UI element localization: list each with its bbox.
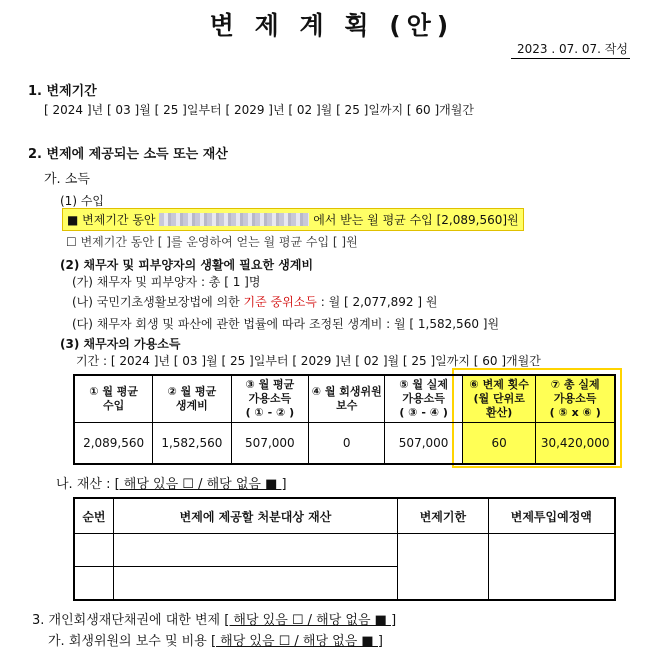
asset-table-row	[74, 534, 615, 567]
col-actual-available: ⑤ 월 실제 가용소득 ( ③ - ④ )	[385, 375, 463, 423]
repayment-period: [ 2024 ]년 [ 03 ]월 [ 25 ]일부터 [ 2029 ]년 [ 02 ]월 [ 25 ]일까지 [ 60 ]개월간	[44, 103, 474, 117]
section-3-choice: [ 해당 있음 ☐ / 해당 없음 ■ ]	[224, 613, 397, 628]
trustee-fee-choice: [ 해당 있음 ☐ / 해당 없음 ■ ]	[210, 634, 383, 649]
asset-table-header-row	[74, 498, 615, 534]
creation-date: 2023 . 07. 07. 작성	[511, 40, 630, 59]
trustee-fee-line	[48, 630, 383, 649]
income-option-salary-post: 에서 받는 월 평균 수입 [2,089,560]원	[313, 213, 519, 227]
col-monthly-income: ① 월 평균 수입	[74, 375, 153, 423]
income-table	[73, 374, 616, 465]
income-option-salary	[62, 208, 524, 231]
value-available-income: 507,000	[231, 423, 309, 465]
median-income-pre: (나) 국민기초생활보장법에 의한	[72, 295, 244, 309]
col-trustee-fee: ④ 월 회생위원 보수	[309, 375, 385, 423]
income-subheading: 가. 소득	[44, 172, 90, 187]
income-table-header-row	[74, 375, 615, 423]
income-heading: (1) 수입	[60, 194, 104, 208]
value-total-available: 30,420,000	[536, 423, 615, 465]
asset-line	[56, 473, 287, 492]
section-2-heading: 2. 변제에 제공되는 소득 또는 재산	[28, 147, 228, 162]
value-actual-available: 507,000	[385, 423, 463, 465]
median-income-post: : 월 [ 2,077,892 ] 원	[316, 295, 438, 309]
value-trustee-fee: 0	[309, 423, 385, 465]
asset-line-label: 나. 재산 :	[56, 477, 115, 492]
document-title: 변 제 계 획 (안)	[209, 11, 455, 40]
value-repayment-count: 60	[462, 423, 535, 465]
asset-table	[73, 497, 616, 601]
median-income-label: 기준 중위소득	[243, 295, 317, 309]
col-living-cost: ② 월 평균 생계비	[153, 375, 231, 423]
income-table-value-row	[74, 423, 615, 465]
col-deadline: 변제기한	[398, 498, 489, 534]
redacted-employer	[159, 213, 309, 226]
median-income	[72, 293, 437, 310]
value-monthly-income: 2,089,560	[74, 423, 153, 465]
value-living-cost: 1,582,560	[153, 423, 231, 465]
available-income-period: 기간 : [ 2024 ]년 [ 03 ]월 [ 25 ]일부터 [ 2029 ]년 [ 02 ]월 [ 25 ]일까지 [ 60 ]개월간	[76, 354, 541, 368]
section-3-heading	[32, 609, 396, 628]
asset-line-choice: [ 해당 있음 ☐ / 해당 없음 ■ ]	[114, 477, 287, 492]
living-cost-heading: (2) 채무자 및 피부양자의 생활에 필요한 생계비	[60, 258, 314, 272]
section-1-heading: 1. 변제기간	[28, 84, 97, 99]
dependents-count: (가) 채무자 및 피부양자 : 총 [ 1 ]명	[72, 275, 261, 289]
available-income-heading: (3) 채무자의 가용소득	[60, 337, 181, 351]
col-asset: 변제에 제공할 처분대상 재산	[113, 498, 397, 534]
income-option-business: ☐ 변제기간 동안 [ ]를 운영하여 얻는 월 평균 수입 [ ]원	[66, 235, 358, 249]
col-seq: 순번	[74, 498, 113, 534]
col-total-available: ⑦ 총 실제 가용소득 ( ⑤ x ⑥ )	[536, 375, 615, 423]
trustee-fee-label: 가. 회생위원의 보수 및 비용	[48, 634, 211, 649]
col-planned-amount: 변제투입예정액	[488, 498, 615, 534]
col-repayment-count: ⑥ 변제 횟수 (월 단위로 환산)	[462, 375, 535, 423]
adjusted-living-cost: (다) 채무자 회생 및 파산에 관한 법률에 따라 조정된 생계비 : 월 [ 1,582,560 ]원	[72, 317, 500, 331]
col-available-income: ③ 월 평균 가용소득 ( ① - ② )	[231, 375, 309, 423]
section-3-label: 3. 개인회생재단채권에 대한 변제	[32, 613, 225, 628]
income-option-salary-pre: ■ 변제기간 동안	[67, 213, 156, 227]
